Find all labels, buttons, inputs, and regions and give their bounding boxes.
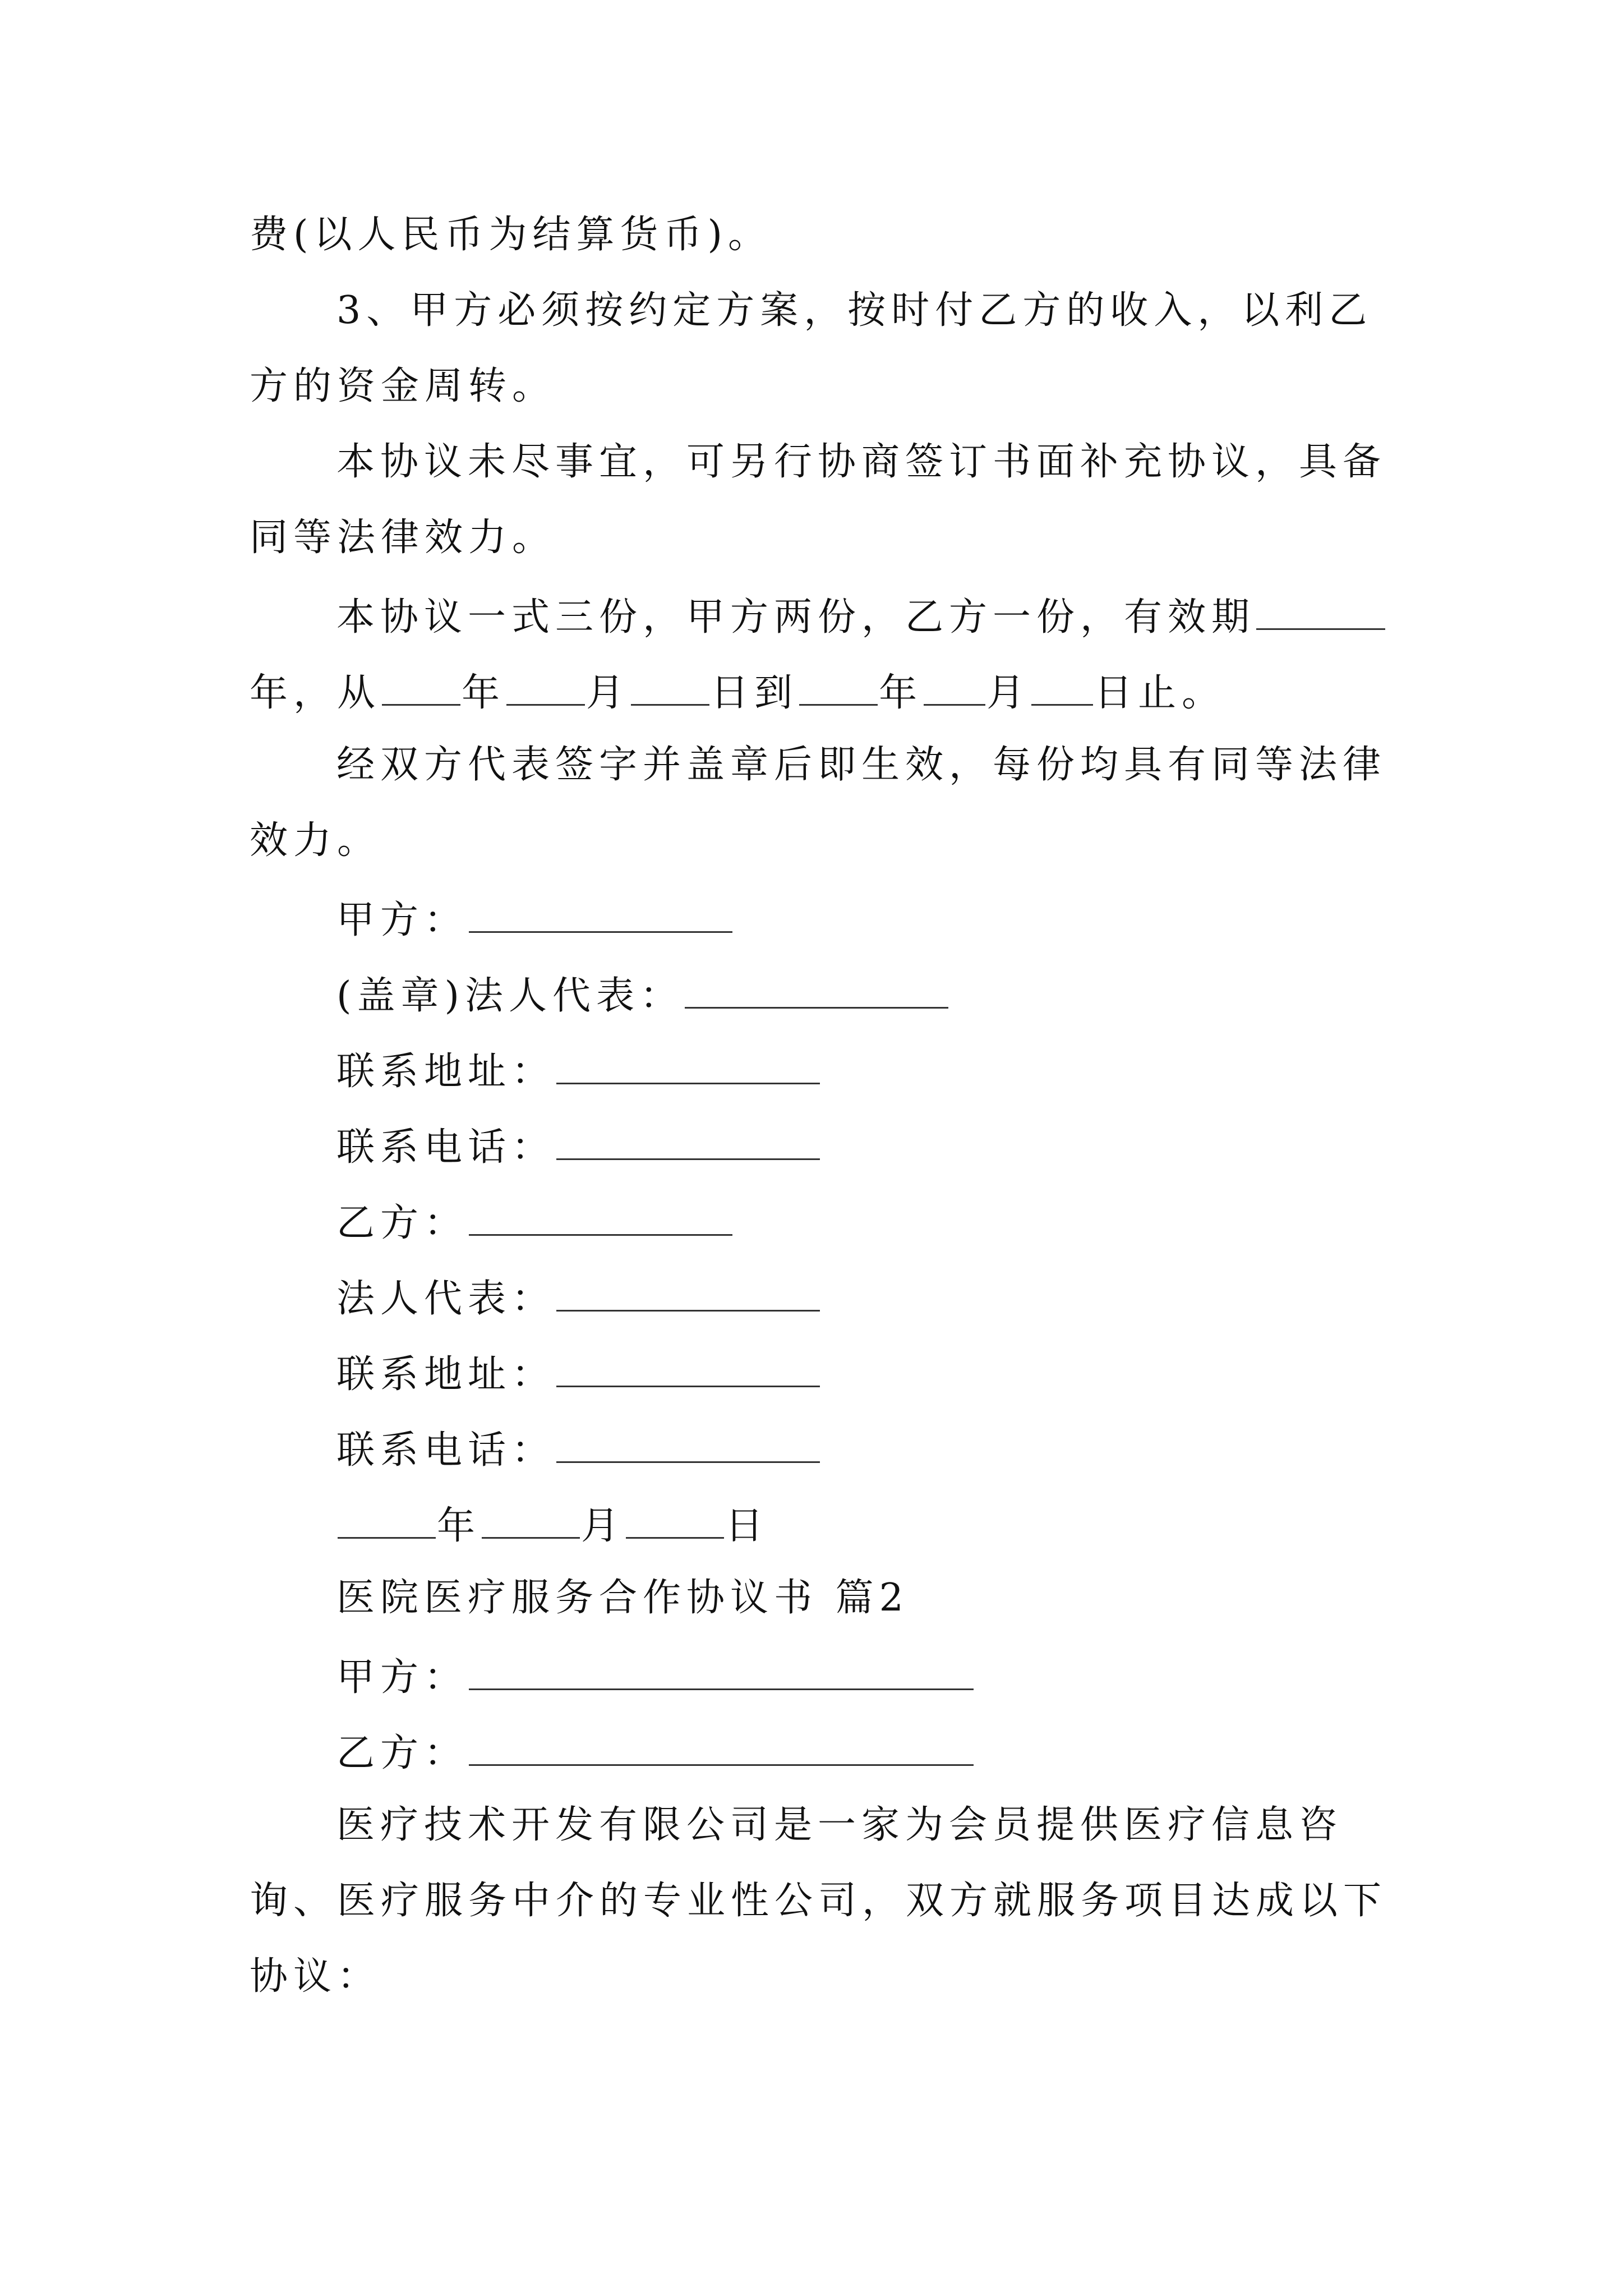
day-blank [626, 1503, 724, 1539]
s2-party-b-field [336, 1731, 975, 1773]
paragraph-line: 3、甲方必须按约定方案，按时付乙方的收入，以利乙 [336, 288, 1373, 333]
s2-party-a-blank [469, 1655, 974, 1690]
text: 年 [462, 671, 506, 715]
s2-party-a-field [336, 1655, 975, 1700]
address-a-blank [556, 1049, 820, 1084]
validity-text: 本协议一式三份，甲方两份，乙方一份，有效期 [336, 595, 1256, 639]
party-b-field [336, 1200, 734, 1243]
legal-rep-b-field [336, 1276, 821, 1321]
field-label: 甲方： [336, 898, 468, 942]
paragraph-line: 费(以人民币为结算货币)。 [250, 213, 772, 257]
text: 年，从 [250, 671, 381, 715]
party-b-blank [469, 1200, 732, 1236]
address-a-field [336, 1049, 821, 1094]
end-day-blank [1031, 670, 1093, 706]
paragraph-line: 同等法律效力。 [250, 516, 556, 560]
field-label: 联系电话： [336, 1125, 556, 1170]
text: 月 [586, 671, 630, 715]
text: 日止。 [1094, 671, 1226, 715]
start-year-blank [382, 670, 460, 706]
address-b-blank [556, 1352, 820, 1387]
paragraph-line: 询、医疗服务中介的专业性公司，双方就服务项目达成以下 [250, 1879, 1387, 1923]
text: 日到 [711, 671, 799, 715]
signature-date-line [336, 1503, 769, 1548]
paragraph-line: 医疗技术开发有限公司是一家为会员提供医疗信息咨 [336, 1803, 1343, 1847]
paragraph-line: 经双方代表签字并盖章后即生效，每份均具有同等法律 [336, 743, 1387, 787]
text: 月 [581, 1504, 625, 1548]
legal-rep-b-blank [556, 1276, 820, 1312]
legal-rep-blank [685, 973, 948, 1009]
paragraph-line: 方的资金周转。 [250, 364, 556, 408]
section-title: 医院医疗服务合作协议书 篇2 [336, 1576, 909, 1620]
phone-a-field [336, 1125, 821, 1170]
month-blank [482, 1503, 580, 1539]
legal-rep-field [336, 973, 949, 1018]
address-b-field [336, 1352, 821, 1397]
party-a-blank [469, 898, 732, 933]
end-month-blank [924, 670, 985, 706]
paragraph-line: 本协议未尽事宜，可另行协商签订书面补充协议，具备 [336, 440, 1387, 484]
field-label: 乙方： [336, 1731, 468, 1775]
text: 年 [437, 1504, 481, 1548]
year-blank [338, 1503, 436, 1539]
paragraph-line: 协议： [250, 1954, 381, 1999]
paragraph-line: 效力。 [250, 818, 381, 863]
field-label: 联系地址： [336, 1050, 556, 1094]
field-label: 联系电话： [336, 1428, 556, 1473]
phone-b-field [336, 1428, 821, 1473]
validity-date-line [250, 670, 1226, 715]
field-label: (盖章)法人代表： [336, 974, 684, 1018]
text: 年 [879, 671, 923, 715]
s2-party-b-blank [469, 1731, 974, 1766]
validity-years-blank [1256, 595, 1385, 630]
phone-b-blank [556, 1428, 820, 1463]
party-a-field [336, 898, 734, 940]
end-year-blank [799, 670, 878, 706]
field-label: 乙方： [336, 1201, 468, 1245]
phone-a-blank [556, 1125, 820, 1160]
field-label: 甲方： [336, 1655, 468, 1700]
text: 日 [725, 1504, 769, 1548]
start-month-blank [506, 670, 585, 706]
start-day-blank [631, 670, 709, 706]
field-label: 联系地址： [336, 1352, 556, 1397]
field-label: 法人代表： [336, 1277, 556, 1321]
validity-line [336, 595, 1386, 637]
text: 月 [986, 671, 1031, 715]
